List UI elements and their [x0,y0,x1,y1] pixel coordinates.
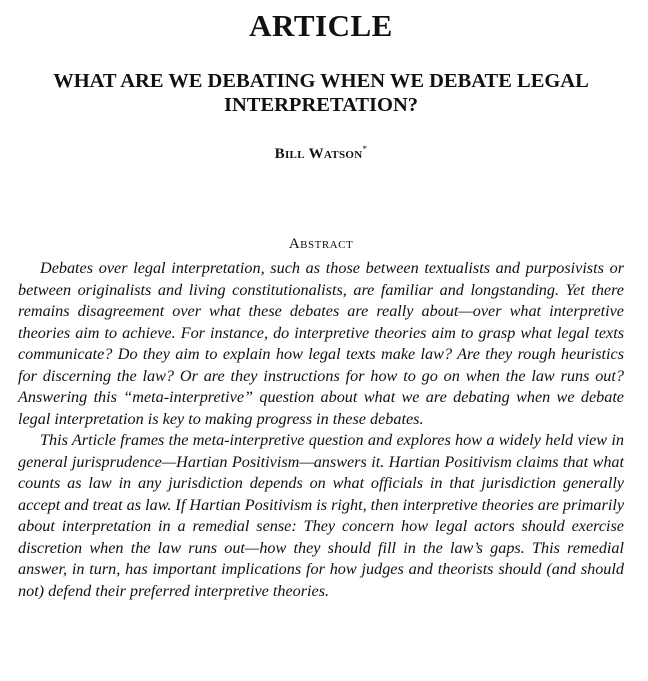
author-line [18,145,624,163]
abstract-body [18,258,624,602]
author-name: Bill Watson [274,146,363,162]
abstract-paragraph: This Article frames the meta-interpretive question and explores how a widely held view in general jurisprudence—Hartian Positivism—answers it. Hartian Positivism claims that what counts as law in any jurisdiction depends on what officials in that jurisdiction generally accept and treat as law. If Hartian Positivism is right, then interpretive theories are primarily about interpretation in a remedial sense: They concern how legal actors should exercise discretion when the law runs out—how they should fill in the law’s gaps. This remedial answer, in turn, has important implications for how judges and theorists should (and should not) defend their preferred interpretive theories. [18,431,624,600]
abstract-heading: Abstract [288,236,354,252]
abstract-paragraph: Debates over legal interpretation, such as those between textualists and purposivists or between originalists and living constitutionalists, are familiar and longstanding. Yet there remains disagreement over what these debates are really about—over what interpretive theories aim to achieve. For instance, do interpretive theories aim to grasp what legal texts communicate? Do they aim to explain how legal texts make law? Are they rough heuristics for discerning the law? Or are they instructions for how to go on when the law runs out? Answering this “meta-interpretive” question about what we are debating when we debate legal interpretation is key to making progress in these debates. [18,259,624,428]
author-footnote-mark: * [362,144,368,154]
article-page [18,0,624,602]
article-kind-heading: ARTICLE [249,8,393,43]
article-title: WHAT ARE WE DEBATING WHEN WE DEBATE LEGAL INTERPRETATION? [53,70,589,116]
